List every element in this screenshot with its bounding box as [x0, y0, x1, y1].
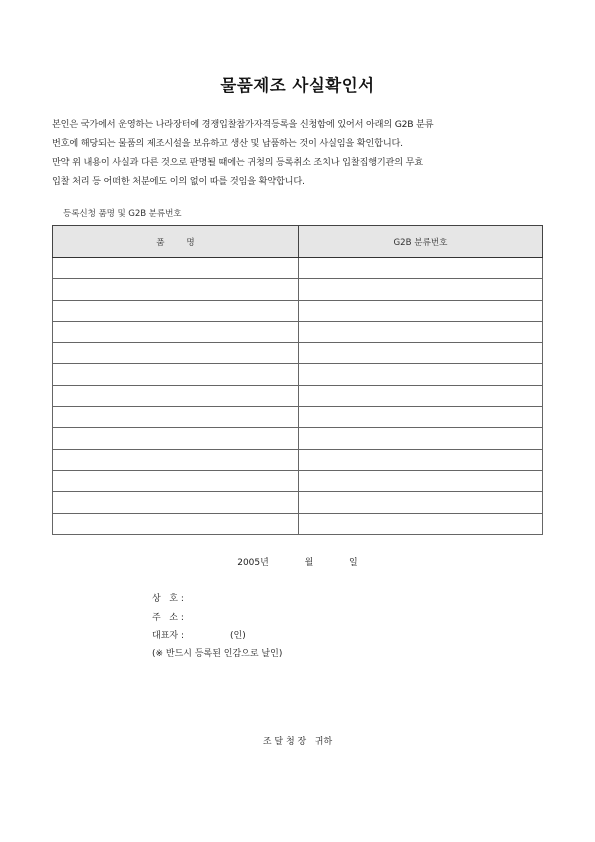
addressee-line: 조 달 청 장 귀하: [262, 737, 333, 747]
table-header-row: [53, 226, 543, 258]
item-name-cell[interactable]: [53, 407, 299, 428]
g2b-code-cell[interactable]: [299, 343, 543, 364]
representative-label: 대표자 :: [152, 631, 184, 641]
g2b-code-cell[interactable]: [299, 449, 543, 470]
seal-note: (※ 반드시 등록된 인감으로 날인): [152, 649, 283, 659]
item-name-cell[interactable]: [53, 385, 299, 406]
table-row: [53, 343, 543, 364]
item-name-cell[interactable]: [53, 449, 299, 470]
item-name-cell[interactable]: [53, 321, 299, 342]
g2b-code-cell[interactable]: [299, 470, 543, 491]
confirmation-paragraph: [52, 115, 552, 153]
g2b-code-cell[interactable]: [299, 407, 543, 428]
table-row: [53, 279, 543, 300]
company-name-label: 상 호 :: [152, 594, 184, 604]
table-row: [53, 492, 543, 513]
g2b-code-cell[interactable]: [299, 279, 543, 300]
item-name-cell[interactable]: [53, 258, 299, 279]
date-day: 일: [349, 558, 358, 568]
pledge-paragraph: [52, 153, 552, 191]
g2b-code-cell[interactable]: [299, 300, 543, 321]
document-title: 물품제조 사실확인서: [220, 76, 375, 95]
paragraph-line: 본인은 국가에서 운영하는 나라장터에 경쟁입찰참가자격등록을 신청함에 있어서 아래의 G2B 분류: [52, 119, 434, 130]
item-name-cell[interactable]: [53, 513, 299, 534]
g2b-code-cell[interactable]: [299, 364, 543, 385]
column-header-item-name: 품 명: [53, 226, 299, 258]
item-name-cell[interactable]: [53, 470, 299, 491]
table-row: [53, 300, 543, 321]
paragraph-line: 번호에 해당되는 물품의 제조시설을 보유하고 생산 및 납품하는 것이 사실임을 확인합니다.: [52, 138, 403, 149]
g2b-code-cell[interactable]: [299, 258, 543, 279]
column-header-g2b-code: G2B 분류번호: [299, 226, 543, 258]
table-row: [53, 407, 543, 428]
table-row: [53, 513, 543, 534]
items-table: [52, 225, 543, 535]
date-month: 월: [304, 558, 314, 568]
date-line: [0, 555, 595, 568]
table-row: [53, 470, 543, 491]
table-row: [53, 385, 543, 406]
item-name-cell[interactable]: [53, 364, 299, 385]
table-row: [53, 321, 543, 342]
table-row: [53, 449, 543, 470]
table-row: [53, 258, 543, 279]
item-name-cell[interactable]: [53, 428, 299, 449]
g2b-code-cell[interactable]: [299, 513, 543, 534]
item-name-cell[interactable]: [53, 492, 299, 513]
g2b-code-cell[interactable]: [299, 492, 543, 513]
g2b-code-cell[interactable]: [299, 385, 543, 406]
item-name-cell[interactable]: [53, 300, 299, 321]
paragraph-line: 입찰 처리 등 어떠한 처분에도 이의 없이 따를 것임을 확약합니다.: [52, 176, 305, 187]
table-caption: 등록신청 품명 및 G2B 분류번호: [63, 209, 182, 219]
table-row: [53, 428, 543, 449]
seal-mark: (인): [230, 631, 246, 641]
g2b-code-cell[interactable]: [299, 428, 543, 449]
g2b-code-cell[interactable]: [299, 321, 543, 342]
date-year: 2005년: [237, 558, 269, 568]
address-label: 주 소 :: [152, 613, 184, 623]
table-row: [53, 364, 543, 385]
item-name-cell[interactable]: [53, 343, 299, 364]
paragraph-line: 만약 위 내용이 사실과 다른 것으로 판명될 때에는 귀청의 등록취소 조치나 입찰집행기관의 무효: [52, 157, 423, 168]
item-name-cell[interactable]: [53, 279, 299, 300]
